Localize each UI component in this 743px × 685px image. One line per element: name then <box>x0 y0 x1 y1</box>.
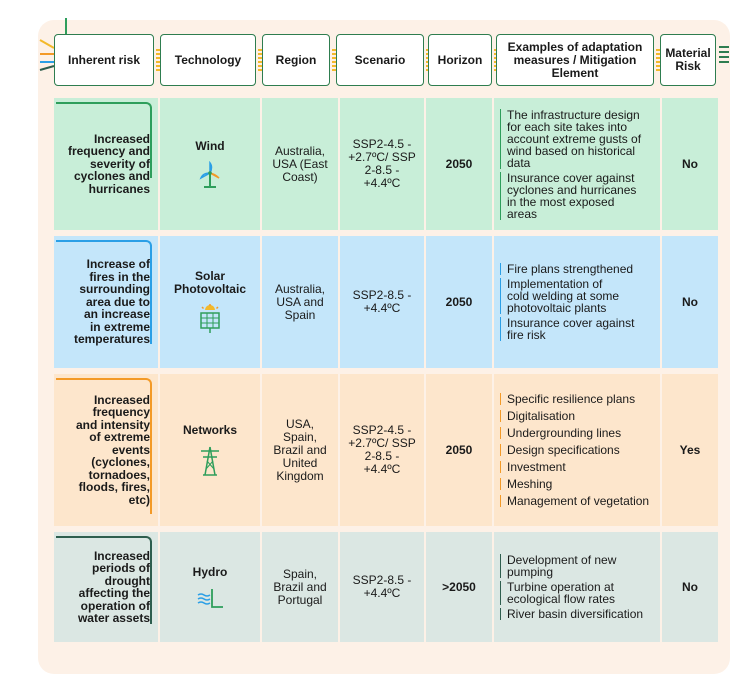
measure-item: Undergrounding lines <box>500 427 649 439</box>
wind-turbine-icon <box>197 161 223 189</box>
scenario-cell: SSP2-8.5 - +4.4ºC <box>340 532 424 642</box>
risk-cell: Increase of fires in the surrounding area due to an increase in extreme temperatures <box>54 236 158 368</box>
table-row-networks <box>54 374 701 526</box>
measure-item: Investment <box>500 461 649 473</box>
technology-cell: Networks <box>160 374 260 526</box>
horizon-cell: 2050 <box>426 98 492 230</box>
measures-cell <box>494 98 660 230</box>
header-technology: Technology <box>160 34 256 86</box>
measure-item: Design specifications <box>500 444 649 456</box>
header-measures: Examples of adaptation measures / Mitigation Element <box>496 34 654 86</box>
table-row-wind <box>54 98 698 230</box>
measures-cell <box>494 374 660 526</box>
measure-item: The infrastructure design for each site takes into account extreme gusts of wind based on historical data <box>500 109 641 169</box>
measure-item: Insurance cover against cyclones and hurricanes in the most exposed areas <box>500 172 641 220</box>
region-cell: Australia, USA and Spain <box>262 236 338 368</box>
table-row-hydro <box>54 532 698 642</box>
scenario-cell: SSP2-8.5 - +4.4ºC <box>340 236 424 368</box>
material-risk-cell: No <box>662 236 718 368</box>
horizon-cell: 2050 <box>426 236 492 368</box>
header-region: Region <box>262 34 330 86</box>
measure-item: Turbine operation at ecological flow rates <box>500 581 643 605</box>
header-inherent-risk: Inherent risk <box>54 34 154 86</box>
header-horizon: Horizon <box>428 34 492 86</box>
risk-cell: Increased frequency and severity of cyclones and hurricanes <box>54 98 158 230</box>
measures-cell <box>494 236 660 368</box>
scenario-cell: SSP2-4.5 - +2.7ºC/ SSP 2-8.5 - +4.4ºC <box>340 98 424 230</box>
region-cell: Australia, USA (East Coast) <box>262 98 338 230</box>
measure-item: Meshing <box>500 478 649 490</box>
measure-item: Development of new pumping <box>500 554 643 578</box>
measures-cell <box>494 532 660 642</box>
horizon-cell: >2050 <box>426 532 492 642</box>
region-cell: USA, Spain, Brazil and United Kingdom <box>262 374 338 526</box>
table-row-solar <box>54 236 698 368</box>
measure-item: River basin diversification <box>500 608 643 620</box>
material-risk-cell: No <box>662 98 718 230</box>
measure-item: Digitalisation <box>500 410 649 422</box>
material-risk-cell: Yes <box>662 374 718 526</box>
measure-item: Implementation of cold welding at some photovoltaic plants <box>500 278 634 314</box>
measure-item: Specific resilience plans <box>500 393 649 405</box>
power-pylon-icon <box>198 445 222 477</box>
material-risk-cell: No <box>662 532 718 642</box>
risk-cell: Increased frequency and intensity of extreme events (cyclones, tornadoes, floods, fires, etc) <box>54 374 158 526</box>
solar-panel-icon <box>196 304 224 334</box>
region-cell: Spain, Brazil and Portugal <box>262 532 338 642</box>
header-material-risk: Material Risk <box>660 34 716 86</box>
technology-cell: Solar Photovoltaic <box>160 236 260 368</box>
measure-item: Fire plans strengthened <box>500 263 634 275</box>
scenario-cell: SSP2-4.5 - +2.7ºC/ SSP 2-8.5 - +4.4ºC <box>340 374 424 526</box>
risk-cell: Increased periods of drought affecting the operation of water assets <box>54 532 158 642</box>
measure-item: Insurance cover against fire risk <box>500 317 634 341</box>
technology-cell: Hydro <box>160 532 260 642</box>
header-tick-decoration <box>718 46 730 68</box>
header-scenario: Scenario <box>336 34 424 86</box>
horizon-cell: 2050 <box>426 374 492 526</box>
measure-item: Management of vegetation <box>500 495 649 507</box>
technology-cell: Wind <box>160 98 260 230</box>
hydro-water-icon <box>196 587 224 609</box>
